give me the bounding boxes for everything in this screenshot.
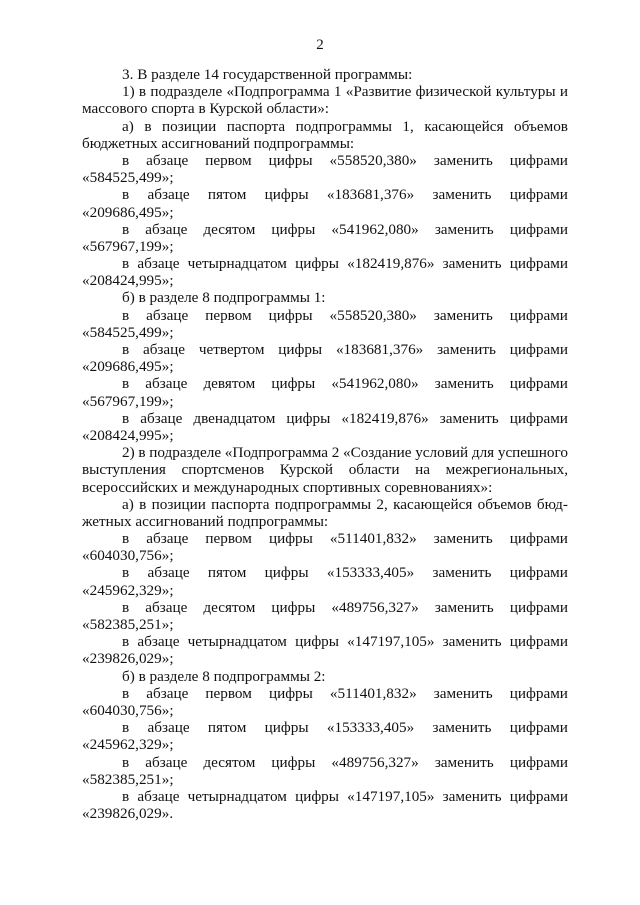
text-line: «239826,029». [82, 805, 174, 823]
word: пятом [207, 186, 247, 204]
word: на [415, 461, 430, 479]
word: абзаце [146, 151, 189, 169]
word: в [122, 409, 130, 427]
word: цифры [264, 186, 309, 204]
word: заменить [442, 255, 502, 273]
text-line [82, 83, 568, 100]
word: спортсменов [181, 461, 265, 479]
word: абзаце [147, 564, 190, 582]
word: цифрами [509, 598, 568, 616]
text-line [82, 410, 568, 427]
word: в [122, 530, 130, 548]
text-line: бюджетных ассигнований подпрограммы: [82, 134, 355, 152]
word: абзаце [145, 753, 188, 771]
word: цифры [278, 341, 323, 358]
word: абзаце [145, 598, 188, 616]
word: «Развитие [345, 83, 412, 101]
page-number: 2 [316, 37, 324, 53]
word: подпрограммы [274, 495, 372, 513]
word: цифры [295, 633, 339, 651]
word: абзаце [147, 186, 190, 204]
word: цифры [268, 306, 313, 324]
word: в [122, 220, 130, 238]
word: подпрограммы [295, 117, 392, 135]
word: цифрами [509, 564, 568, 582]
text-line: «209686,495»; [82, 203, 174, 221]
text-line: «239826,029»; [82, 650, 174, 668]
word: межрегиональных, [445, 461, 568, 479]
word: «541962,080» [331, 375, 419, 393]
word: «511401,832» [329, 530, 417, 548]
word: заменить [433, 684, 493, 702]
word: цифры [268, 684, 313, 702]
word: цифры [268, 530, 313, 548]
word: цифрами [509, 151, 568, 169]
word: «147197,105» [347, 787, 435, 805]
word: абзаце [142, 341, 186, 358]
text-line [82, 444, 568, 461]
word: Курской [279, 461, 334, 479]
word: в [122, 719, 130, 737]
text-line: «567967,199»; [82, 392, 174, 410]
word: заменить [434, 220, 494, 238]
text-line [82, 496, 568, 513]
text-line: «582385,251»; [82, 616, 174, 633]
text-line: «245962,329»; [82, 581, 174, 599]
text-line: 3. В разделе 14 государственной программы: [122, 66, 413, 83]
word: в [122, 151, 130, 169]
word: физической [415, 83, 492, 101]
word: 2) [122, 444, 135, 462]
word: в [122, 375, 130, 393]
word: цифрами [509, 255, 568, 273]
word: цифры [264, 564, 309, 582]
word: заменить [437, 341, 496, 358]
document-body [82, 66, 568, 822]
word: цифрами [509, 186, 568, 204]
word: «541962,080» [331, 220, 419, 238]
word: в [122, 255, 130, 273]
word: «183681,376» [326, 186, 415, 204]
word: цифрами [509, 753, 568, 771]
word: «Подпрограмма [224, 444, 328, 462]
word: первом [205, 530, 252, 548]
text-line [82, 307, 568, 324]
text-line [82, 255, 568, 272]
word: первом [205, 151, 252, 169]
text-line: массового спорта в Курской области»: [82, 100, 330, 118]
word: в [138, 83, 147, 101]
word: подразделе [150, 83, 223, 101]
word: цифрами [509, 530, 568, 548]
word: заменить [439, 409, 499, 427]
word: абзаце [137, 787, 180, 805]
word: выступления [82, 461, 166, 479]
word: цифрами [509, 220, 568, 238]
text-line: «567967,199»; [82, 237, 174, 255]
word: позиции [162, 117, 217, 135]
word: культуры [495, 83, 556, 101]
word: цифры [271, 220, 316, 238]
word: в [122, 341, 130, 358]
word: цифрами [509, 719, 568, 737]
word: «182419,876» [341, 409, 429, 427]
word: 1) [122, 83, 135, 101]
word: четырнадцатом [187, 787, 287, 805]
word: в [138, 444, 146, 462]
word: цифрами [509, 684, 568, 702]
text-line [82, 221, 568, 238]
text-line: «604030,756»; [82, 701, 174, 719]
text-line: «245962,329»; [82, 736, 174, 754]
word: заменить [442, 633, 502, 651]
word: «Создание [342, 444, 412, 462]
word: в [122, 684, 130, 702]
text-line [82, 719, 568, 736]
word: паспорта [226, 117, 286, 135]
text-line: всероссийских и международных спортивных соревнованиях»: [82, 478, 493, 496]
text-line [82, 564, 568, 581]
word: цифрами [509, 787, 568, 805]
word: цифры [264, 719, 309, 737]
word: в [122, 753, 130, 771]
word: области [348, 461, 400, 479]
word: в [122, 186, 130, 204]
word: в [122, 633, 130, 651]
word: «558520,380» [329, 151, 417, 169]
word: в [122, 787, 130, 805]
word: «147197,105» [347, 633, 435, 651]
word: объемов [477, 495, 532, 513]
word: абзаце [145, 220, 188, 238]
word: касающейся [393, 495, 473, 513]
word: абзаце [146, 530, 189, 548]
word: десятом [203, 220, 256, 238]
word: подразделе [149, 444, 222, 462]
text-line [82, 118, 568, 135]
word: «558520,380» [329, 306, 417, 324]
text-line: жетных ассигнований подпрограммы: [82, 512, 329, 530]
word: цифры [271, 375, 316, 393]
word: в [122, 564, 130, 582]
word: условий [415, 444, 469, 462]
word: заменить [433, 306, 493, 324]
word: цифры [295, 787, 339, 805]
word: заменить [442, 787, 502, 805]
word: цифры [286, 409, 331, 427]
word: абзаце [137, 633, 180, 651]
text-line: б) в разделе 8 подпрограммы 2: [122, 667, 326, 685]
word: заменить [432, 186, 492, 204]
word: 2, [376, 495, 388, 513]
word: в [144, 117, 152, 135]
word: девятом [203, 375, 256, 393]
word: цифрами [509, 633, 568, 651]
word: четвертом [198, 341, 265, 358]
text-line [82, 530, 568, 547]
word: цифрами [509, 375, 568, 393]
word: «182419,876» [347, 255, 435, 273]
word: бюд- [536, 495, 568, 513]
word: заменить [432, 719, 492, 737]
text-line [82, 152, 568, 169]
text-line [82, 754, 568, 771]
word: заменить [434, 753, 494, 771]
word: в [139, 495, 147, 513]
word: «153333,405» [326, 719, 415, 737]
text-line [82, 685, 568, 702]
text-line [82, 788, 568, 805]
word: цифры [295, 255, 339, 273]
word: заменить [432, 564, 492, 582]
word: «Подпрограмма [226, 83, 330, 101]
word: 1 [333, 83, 342, 101]
word: четырнадцатом [187, 255, 287, 273]
word: а) [122, 495, 134, 513]
word: заменить [433, 151, 493, 169]
word: и [559, 83, 568, 101]
word: «153333,405» [326, 564, 415, 582]
word: пятом [207, 719, 247, 737]
text-line [82, 599, 568, 616]
word: в [122, 598, 130, 616]
word: «183681,376» [335, 341, 424, 358]
word: заменить [434, 375, 494, 393]
text-line: «209686,495»; [82, 358, 174, 376]
word: двенадцатом [193, 409, 276, 427]
word: цифры [271, 753, 316, 771]
word: в [122, 306, 130, 324]
word: для [471, 444, 495, 462]
word: четырнадцатом [187, 633, 287, 651]
word: успешного [497, 444, 568, 462]
word: десятом [203, 753, 256, 771]
word: объемов [514, 117, 568, 135]
word: абзаце [145, 375, 188, 393]
text-line: «208424,995»; [82, 272, 174, 290]
word: «489756,327» [331, 598, 419, 616]
word: а) [122, 117, 134, 135]
word: заменить [434, 598, 494, 616]
word: цифрами [509, 341, 568, 358]
word: абзаце [147, 719, 190, 737]
text-line: «584525,499»; [82, 169, 174, 187]
word: цифрами [509, 306, 568, 324]
text-line: б) в разделе 8 подпрограммы 1: [122, 289, 326, 307]
word: 2 [331, 444, 340, 462]
word: абзаце [140, 409, 183, 427]
text-line [82, 633, 568, 650]
word: цифры [268, 151, 313, 169]
word: абзаце [146, 684, 189, 702]
word: цифрами [509, 409, 568, 427]
word: «511401,832» [329, 684, 417, 702]
word: первом [205, 306, 252, 324]
word: касающейся [424, 117, 504, 135]
word: цифры [271, 598, 316, 616]
word: заменить [433, 530, 493, 548]
text-line [82, 375, 568, 392]
word: паспорта [211, 495, 270, 513]
word: абзаце [137, 255, 180, 273]
word: абзаце [146, 306, 189, 324]
text-line: «584525,499»; [82, 323, 174, 341]
word: десятом [203, 598, 256, 616]
text-line [82, 186, 568, 203]
text-line [82, 461, 568, 478]
word: пятом [207, 564, 247, 582]
word: 1, [402, 117, 414, 135]
word: «489756,327» [331, 753, 419, 771]
text-line: «604030,756»; [82, 547, 174, 565]
word: первом [205, 684, 252, 702]
text-line: «582385,251»; [82, 770, 174, 788]
text-line [82, 341, 568, 358]
word: позиции [151, 495, 206, 513]
text-line: «208424,995»; [82, 426, 174, 444]
